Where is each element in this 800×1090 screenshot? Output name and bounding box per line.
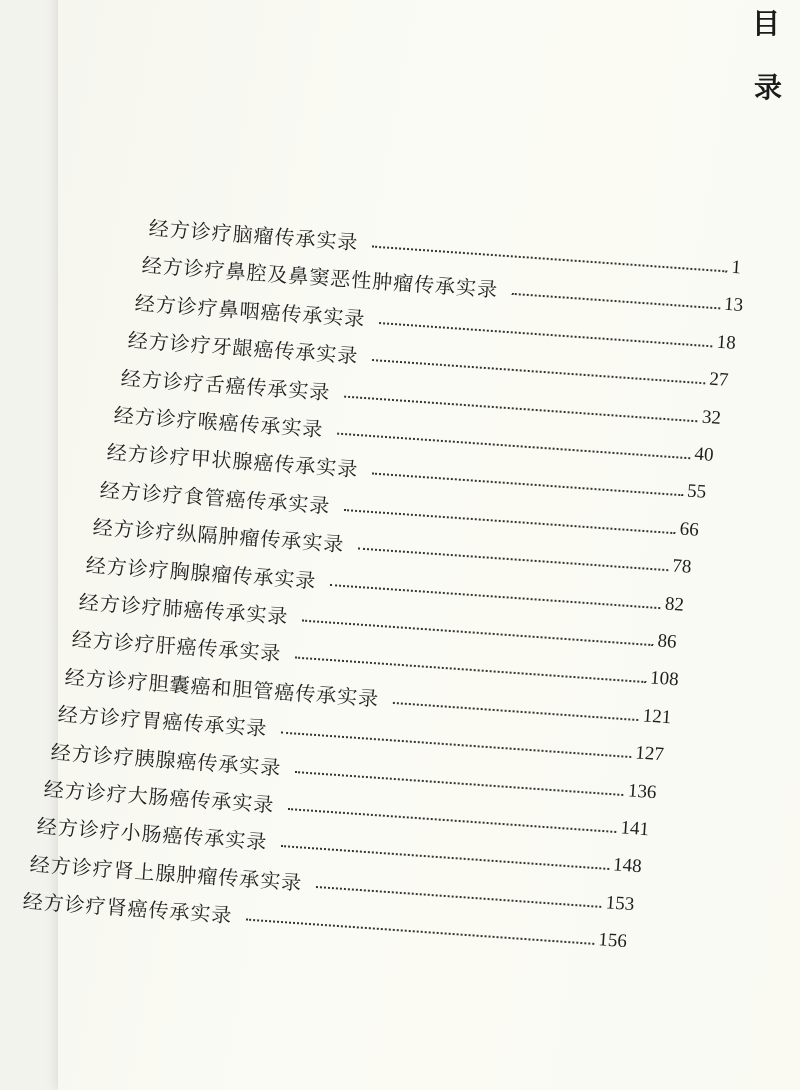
dot-leader — [330, 584, 661, 609]
toc-entry-page-number: 82 — [664, 593, 685, 616]
toc-entry-page-number: 66 — [679, 518, 700, 541]
toc-entry-page-number: 40 — [693, 443, 715, 466]
toc-entry-title: 经方诊疗鼻腔及鼻窦恶性肿瘤传承实录 — [141, 253, 499, 303]
toc-entry-page-number: 32 — [701, 406, 722, 429]
toc-entry-page-number: 121 — [642, 705, 672, 729]
toc-entry-page-number: 156 — [597, 929, 628, 953]
toc-entry-page-number: 55 — [686, 480, 707, 504]
toc-entry-page-number: 127 — [634, 742, 665, 766]
dot-leader — [393, 702, 639, 721]
heading-char: 目 — [751, 7, 780, 40]
toc-entry-page-number: 18 — [716, 331, 737, 354]
dot-leader — [512, 293, 720, 310]
toc-entry-page-number: 86 — [656, 630, 678, 653]
toc-entry-title: 经方诊疗胸腺瘤传承实录 — [85, 552, 318, 593]
toc-entry-title: 经方诊疗甲状腺癌传承实录 — [106, 440, 360, 482]
toc-entry-page-number: 1 — [730, 256, 742, 279]
toc-entry-title: 经方诊疗胃癌传承实录 — [57, 702, 269, 741]
toc-entry-title: 经方诊疗大肠癌传承实录 — [43, 776, 276, 818]
toc-entry-title: 经方诊疗牙龈癌传承实录 — [127, 328, 360, 369]
dot-leader — [295, 657, 646, 684]
toc-entry-title: 经方诊疗喉癌传承实录 — [113, 402, 325, 442]
toc-entry-page-number: 78 — [671, 555, 693, 578]
toc-entry-title: 经方诊疗小肠癌传承实录 — [36, 814, 269, 855]
heading-char: 录 — [753, 71, 782, 104]
dot-leader — [358, 548, 668, 572]
toc-entry-title: 经方诊疗舌癌传承实录 — [120, 365, 332, 405]
toc-entry-title: 经方诊疗鼻咽癌传承实录 — [134, 290, 367, 331]
dot-leader — [372, 359, 705, 384]
dot-leader — [281, 845, 609, 870]
dot-leader — [344, 509, 676, 534]
dot-leader — [246, 919, 594, 945]
dot-leader — [379, 322, 713, 347]
toc-entry-page-number: 27 — [708, 368, 730, 392]
toc-entry-title: 经方诊疗肾癌传承实录 — [22, 889, 234, 928]
toc-entry-title: 经方诊疗肾上腺肿瘤传承实录 — [29, 851, 304, 895]
toc-entry-title: 经方诊疗胆囊癌和胆管癌传承实录 — [64, 664, 380, 711]
dot-leader — [288, 808, 616, 833]
toc-entry-title: 经方诊疗肝癌传承实录 — [71, 627, 283, 666]
toc-entry-page-number: 141 — [619, 817, 650, 841]
toc-entry-title: 经方诊疗食管癌传承实录 — [99, 477, 332, 518]
toc-entry-page-number: 148 — [612, 854, 643, 878]
toc-entry-title: 经方诊疗纵隔肿瘤传承实录 — [92, 515, 346, 557]
dot-leader — [281, 732, 631, 758]
toc-entry-title: 经方诊疗肺癌传承实录 — [78, 589, 290, 629]
toc-entry-title: 经方诊疗脑瘤传承实录 — [148, 215, 360, 255]
dot-leader — [316, 886, 602, 908]
dot-leader — [372, 473, 683, 497]
toc-entry-page-number: 13 — [723, 294, 744, 317]
dot-leader — [295, 771, 624, 796]
toc-entry-title: 经方诊疗胰腺癌传承实录 — [50, 739, 283, 780]
toc-entry-page-number: 108 — [649, 667, 680, 691]
toc-entry-page-number: 136 — [627, 779, 658, 803]
toc-entry-page-number: 153 — [605, 892, 635, 915]
